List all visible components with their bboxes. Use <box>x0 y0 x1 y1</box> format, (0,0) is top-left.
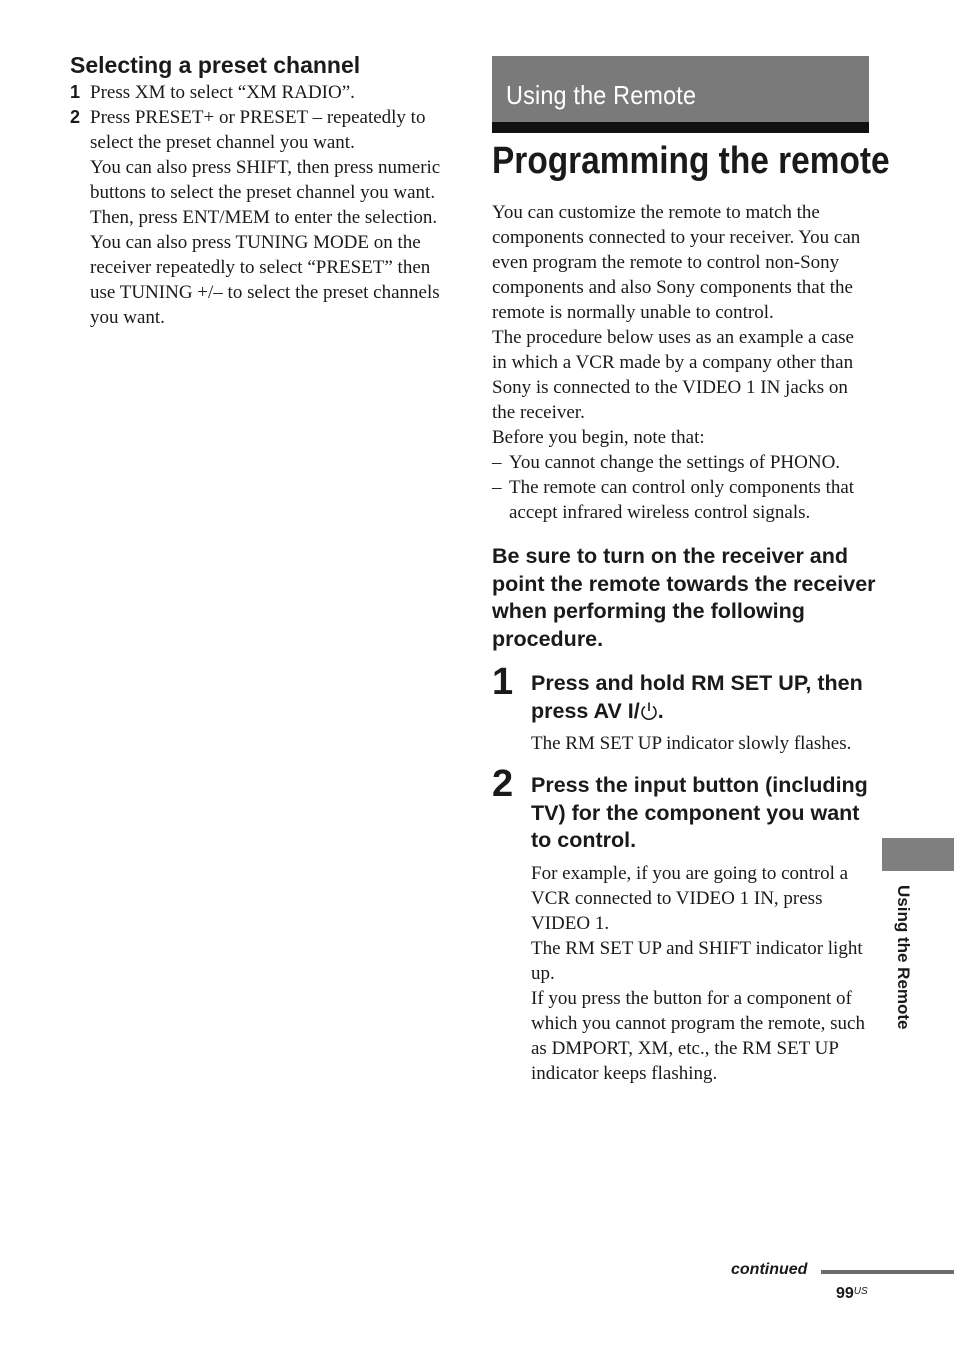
intro-paragraph: You can customize the remote to match the components connected to your receiver. You can even program the remote to control non-Sony components and also Sony components that the remote is normally unable to control. <box>492 202 861 323</box>
side-tab-marker <box>882 838 954 871</box>
step-title-text: Press and hold RM SET UP, then press AV I/ <box>531 671 863 723</box>
note-text: You cannot change the settings of PHONO. <box>509 452 841 473</box>
step-body <box>531 861 872 1086</box>
side-tab-label: Using the Remote <box>894 885 913 1030</box>
note-item <box>492 450 872 475</box>
step-title: Press the input button (including TV) for the component you want to control. <box>531 773 868 852</box>
page-number-value: 99 <box>836 1285 854 1302</box>
page-title: Programming the remote <box>492 140 890 182</box>
step-text: Press XM to select “XM RADIO”. <box>90 82 355 103</box>
step-text: You can also press SHIFT, then press numeric buttons to select the preset channel you want. Then, press ENT/MEM to enter the selection. <box>90 157 441 228</box>
dash-bullet: – <box>492 477 502 498</box>
step-text: You can also press TUNING MODE on the receiver repeatedly to select “PRESET” then use TUNING +/– to select the preset channels you want. <box>90 232 440 328</box>
step-number: 1 <box>70 82 81 102</box>
step-number: 2 <box>70 107 81 127</box>
intro-text <box>492 200 872 525</box>
step-body <box>531 731 872 756</box>
intro-paragraph: Before you begin, note that: <box>492 427 705 448</box>
note-item <box>492 475 872 525</box>
step-body-text: The RM SET UP indicator slowly flashes. <box>531 733 852 754</box>
section-header-rule <box>492 122 869 133</box>
page-number <box>836 1284 868 1304</box>
preset-step-1 <box>70 80 450 105</box>
step-number: 1 <box>492 661 514 703</box>
section-header-label: Using the Remote <box>506 80 697 110</box>
note-text: The remote can control only components that accept infrared wireless control signals. <box>509 477 855 523</box>
procedure-step-1 <box>492 661 872 756</box>
continued-rule <box>821 1270 954 1274</box>
section-header-bar <box>492 56 869 122</box>
page-number-suffix: US <box>853 1286 868 1297</box>
left-column <box>70 52 450 330</box>
step-text: Press PRESET+ or PRESET – repeatedly to select the preset channel you want. <box>90 107 426 153</box>
step-title <box>531 670 872 725</box>
dash-bullet: – <box>492 452 502 473</box>
step-body-text: The RM SET UP and SHIFT indicator light up. <box>531 937 863 984</box>
power-icon <box>640 701 658 721</box>
preset-step-2 <box>70 105 450 330</box>
step-title-end: . <box>657 698 664 723</box>
continued-label: continued <box>731 1261 808 1278</box>
intro-paragraph: The procedure below uses as an example a case in which a VCR made by a company other than Sony is connected to the VIDEO 1 IN jacks on the receiver. <box>492 327 854 423</box>
procedure-warning: Be sure to turn on the receiver and point the remote towards the receiver when performing the following procedure. <box>492 544 876 651</box>
step-body-text: For example, if you are going to control a VCR connected to VIDEO 1 IN, press VIDEO 1. <box>531 862 849 934</box>
preset-channel-heading: Selecting a preset channel <box>70 52 361 78</box>
procedure-step-2 <box>492 763 872 1086</box>
step-number: 2 <box>492 763 514 805</box>
step-body-text: If you press the button for a component of which you cannot program the remote, such as DMPORT, XM, etc., the RM SET UP indicator keeps flashing. <box>531 987 865 1084</box>
